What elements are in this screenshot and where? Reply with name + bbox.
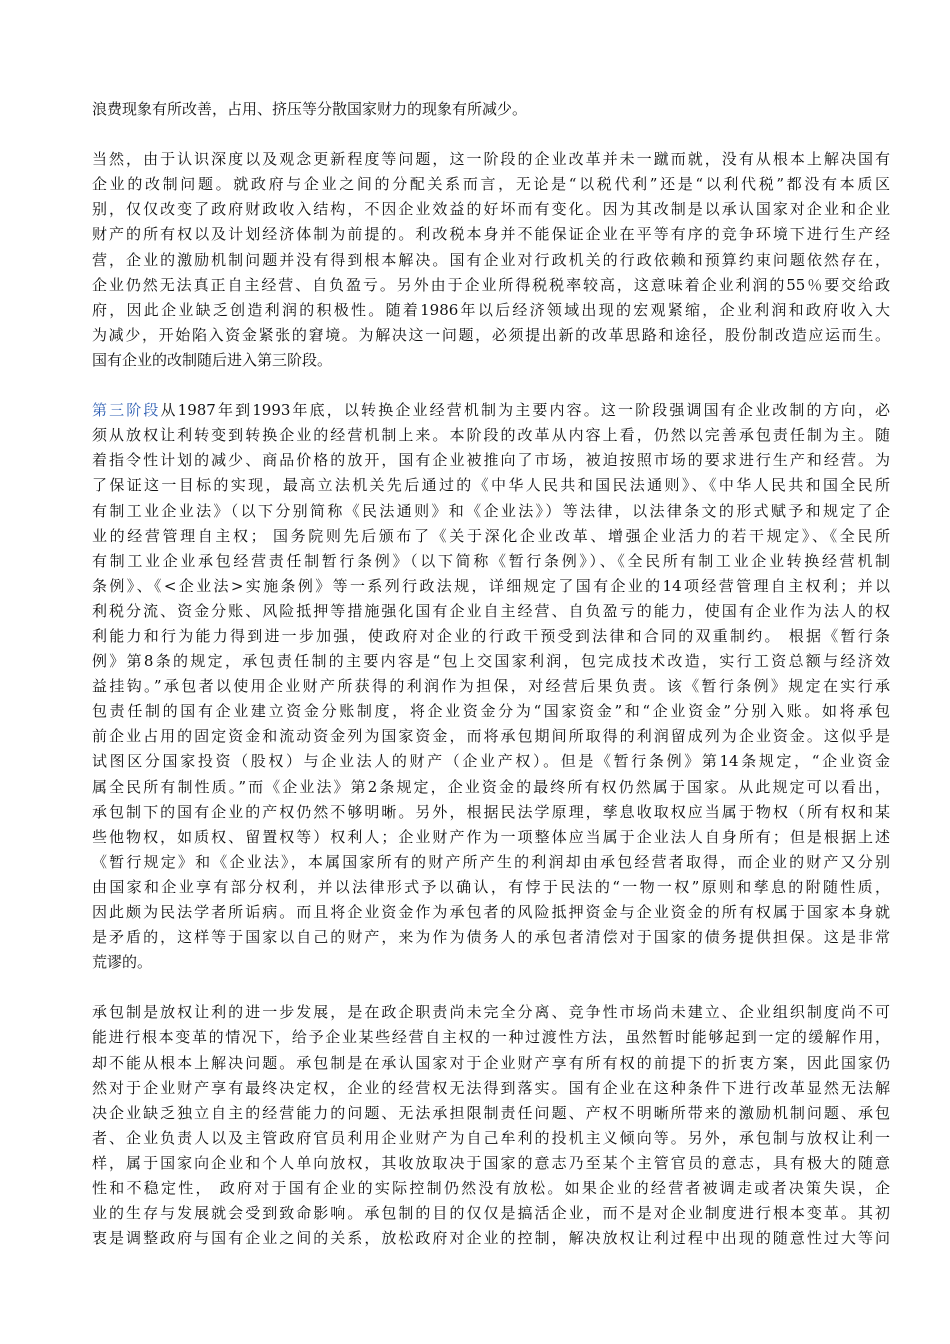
text-line: 有制工业企业承包经营责任制暂行条例》（以下简称《暂行条例》）、《全民所有制工业企业转换经营机制 [92,551,890,570]
paragraph-1 [92,97,890,122]
text-line: 有制工业企业法》（以下分别简称《民法通则》和《企业法》）等法律，以法律条文的形式赋予和规定了企 [92,501,890,520]
text-line: 属全民所有制性质。”而《企业法》第2条规定，企业资金的最终所有权仍然属于国家。从此规定可以看出， [92,777,890,796]
paragraph-2 [92,147,890,373]
text-line: 能进行根本变革的情况下，给予企业某些经营自主权的一种过渡性方法，虽然暂时能够起到一定的缓解作用， [92,1028,890,1047]
text-line: 营，企业的激励机制问题并没有得到根本解决。国有企业对行政机关的行政依赖和预算约束问题依然存在， [92,250,890,269]
text-line-rest: 从1987年到1993年底，以转换企业经营机制为主要内容。这一阶段强调国有企业改制的方向，必 [160,401,890,420]
text-line: 前企业占用的固定资金和流动资金列为国家资金，而将承包期间所取得的利润留成列为企业资金。这似乎是 [92,727,890,746]
paragraph-4 [92,1000,890,1251]
paragraph-spacer [92,373,890,398]
text-line: 益挂钩。”承包者以使用企业财产所获得的利润作为担保，对经营后果负责。该《暂行条例》规定在实行承 [92,677,890,696]
stage-three-link[interactable]: 第三阶段 [92,401,161,420]
text-line: 着指令性计划的减少、商品价格的放开，国有企业被推向了市场，被迫按照市场的要求进行生产和经营。为 [92,451,890,470]
text-line [92,398,890,423]
text-line: 别，仅仅改变了政府财政收入结构，不因企业效益的好坏而有变化。因为其改制是以承认国家对企业和企业 [92,200,890,219]
text-line: 者、企业负责人以及主管政府官员利用企业财产为自己牟利的投机主义倾向等。另外，承包制与放权让利一 [92,1128,890,1147]
text-line: 利税分流、资金分账、风险抵押等措施强化国有企业自主经营、自负盈亏的能力，使国有企业作为法人的权 [92,601,890,620]
text-line: 承包制是放权让利的进一步发展，是在政企职责尚未完全分离、竞争性市场尚未建立、企业组织制度尚不可 [92,1003,890,1022]
paragraph-spacer [92,975,890,1000]
text-line: 样，属于国家向企业和个人单向放权，其收放取决于国家的意志乃至某个主管官员的意志，具有极大的随意 [92,1153,890,1172]
text-line: 决企业缺乏独立自主的经营能力的问题、无法承担限制责任问题、产权不明晰所带来的激励机制问题、承包 [92,1103,890,1122]
text-line: 性和不稳定性， 政府对于国有企业的实际控制仍然没有放松。如果企业的经营者被调走或者决策失误，企 [92,1179,890,1198]
text-line: 却不能从根本上解决问题。承包制是在承认国家对于企业财产享有所有权的前提下的折衷方案，因此国家仍 [92,1053,890,1072]
text-line: 试图区分国家投资（股权）与企业法人的财产（企业产权）。但是《暂行条例》第14条规定，“企业资金 [92,752,890,771]
text-line: 荒谬的。 [92,953,153,972]
text-line: 然对于企业财产享有最终决定权，企业的经营权无法得到落实。国有企业在这种条件下进行改革显然无法解 [92,1078,890,1097]
paragraph-spacer [92,122,890,147]
text-line: 财产的所有权以及计划经济体制为前提的。利改税本身并不能保证企业在平等有序的竞争环境下进行生产经 [92,225,890,244]
text-line: 利能力和行为能力得到进一步加强，使政府对企业的行政干预受到法律和合同的双重制约。 根据《暂行条 [92,626,890,645]
text-line: 《暂行规定》和《企业法》，本属国家所有的财产所产生的利润却由承包经营者取得，而企业的财产又分别 [92,852,890,871]
text-line: 企业仍然无法真正自主经营、自负盈亏。另外由于企业所得税税率较高，这意味着企业利润的55％要交给政 [92,275,890,294]
text-line: 包责任制的国有企业建立资金分账制度，将企业资金分为“国家资金”和“企业资金”分别入账。如将承包 [92,702,890,721]
text-line: 当然，由于认识深度以及观念更新程度等问题，这一阶段的企业改革并未一蹴而就，没有从根本上解决国有 [92,150,890,169]
text-line: 浪费现象有所改善，占用、挤压等分散国家财力的现象有所减少。 [92,100,528,118]
text-line: 是矛盾的，这样等于国家以自己的财产，来为作为债务人的承包者清偿对于国家的债务提供担保。这是非常 [92,928,890,947]
text-line: 衷是调整政府与国有企业之间的关系，放松政府对企业的控制，解决放权让利过程中出现的随意性过大等问 [92,1229,890,1248]
text-line: 由国家和企业享有部分权利，并以法律形式予以确认，有悖于民法的“一物一权”原则和孳息的附随性质， [92,877,890,896]
text-line: 条例》、《<企业法>实施条例》等一系列行政法规，详细规定了国有企业的14项经营管理自主权利；并以 [92,576,890,595]
text-line: 国有企业的改制随后进入第三阶段。 [92,350,333,369]
text-line: 业的生存与发展就会受到致命影响。承包制的目的仅仅是搞活企业，而不是对企业制度进行根本变革。其初 [92,1204,890,1223]
text-line: 了保证这一目标的实现，最高立法机关先后通过的《中华人民共和国民法通则》、《中华人民共和国全民所 [92,476,890,495]
text-line: 企业的改制问题。就政府与企业之间的分配关系而言，无论是“以税代利”还是“以利代税”都没有本质区 [92,175,890,194]
text-line: 府，因此企业缺乏创造利润的积极性。随着1986年以后经济领域出现的宏观紧缩，企业利润和政府收入大 [92,300,890,319]
text-line: 业的经营管理自主权； 国务院则先后颁布了《关于深化企业改革、增强企业活力的若干规定》、《全民所 [92,526,890,545]
text-line: 因此颇为民法学者所诟病。而且将企业资金作为承包者的风险抵押资金与企业资金的所有权属于国家本身就 [92,903,890,921]
text-line: 须从放权让利转变到转换企业的经营机制上来。本阶段的改革从内容上看，仍然以完善承包责任制为主。随 [92,426,890,445]
text-line: 些他物权，如质权、留置权等）权利人；企业财产作为一项整体应当属于企业法人自身所有；但是根据上述 [92,827,890,846]
text-line: 例》第8条的规定，承包责任制的主要内容是“包上交国家利润，包完成技术改造，实行工资总额与经济效 [92,652,890,671]
paragraph-3 [92,398,890,975]
text-line: 承包制下的国有企业的产权仍然不够明晰。另外，根据民法学原理，孳息收取权应当属于物权（所有权和某 [92,802,890,821]
document-body [92,97,890,1251]
text-line: 为减少，开始陷入资金紧张的窘境。为解决这一问题，必须提出新的改革思路和途径，股份制改造应运而生。 [92,325,890,344]
